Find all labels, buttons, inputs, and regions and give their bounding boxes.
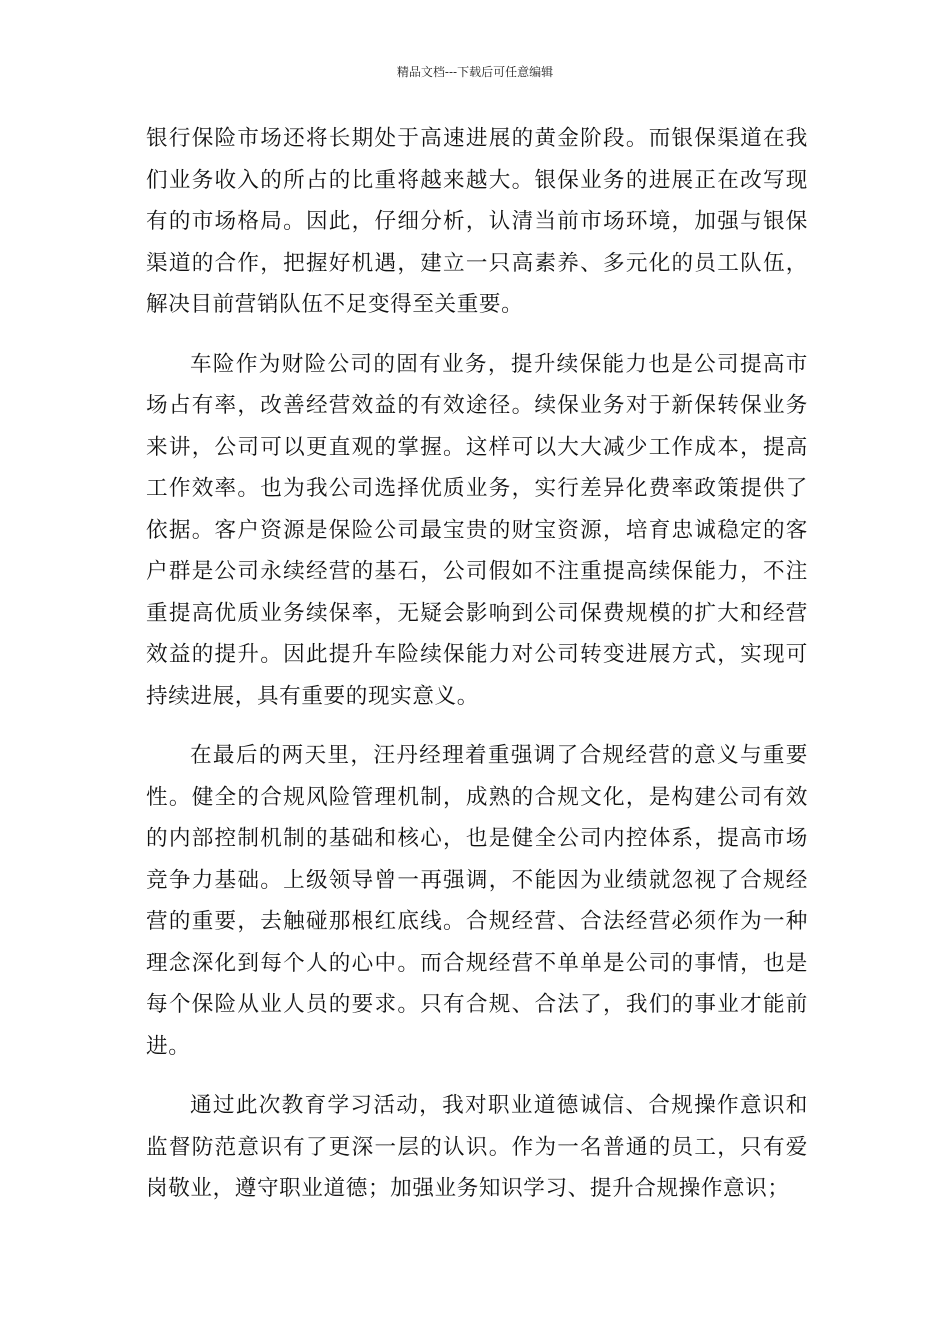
- paragraph-1: 银行保险市场还将长期处于高速进展的黄金阶段。而银保渠道在我们业务收入的所占的比重将越来越大。银保业务的进展正在改写现有的市场格局。因此，仔细分析，认清当前市场环境，加强与银保渠道的合作，把握好机遇，建立一只高素养、多元化的员工队伍，解决目前营销队伍不足变得至关重要。: [146, 126, 808, 317]
- page-header: 精品文档---下载后可任意编辑: [396, 65, 554, 79]
- document-body: [146, 118, 808, 1210]
- paragraph-2: 车险作为财险公司的固有业务，提升续保能力也是公司提高市场占有率，改善经营效益的有效途径。续保业务对于新保转保业务来讲，公司可以更直观的掌握。这样可以大大减少工作成本，提高工作效率。也为我公司选择优质业务，实行差异化费率政策提供了依据。客户资源是保险公司最宝贵的财宝资源，培育忠诚稳定的客户群是公司永续经营的基石，公司假如不注重提高续保能力，不注重提高优质业务续保率，无疑会影响到公司保费规模的扩大和经营效益的提升。因此提升车险续保能力对公司转变进展方式，实现可持续进展，具有重要的现实意义。: [146, 351, 808, 709]
- paragraph-3: 在最后的两天里，汪丹经理着重强调了合规经营的意义与重要性。健全的合规风险管理机制，成熟的合规文化，是构建公司有效的内部控制机制的基础和核心，也是健全公司内控体系，提高市场竞争力基础。上级领导曾一再强调，不能因为业绩就忽视了合规经营的重要，去触碰那根红底线。合规经营、合法经营必须作为一种理念深化到每个人的心中。而合规经营不单单是公司的事情，也是每个保险从业人员的要求。只有合规、合法了，我们的事业才能前进。: [146, 743, 808, 1059]
- paragraph-4: 通过此次教育学习活动，我对职业道德诚信、合规操作意识和监督防范意识有了更深一层的认识。作为一名普通的员工，只有爱岗敬业，遵守职业道德；加强业务知识学习、提升合规操作意识；: [146, 1093, 808, 1201]
